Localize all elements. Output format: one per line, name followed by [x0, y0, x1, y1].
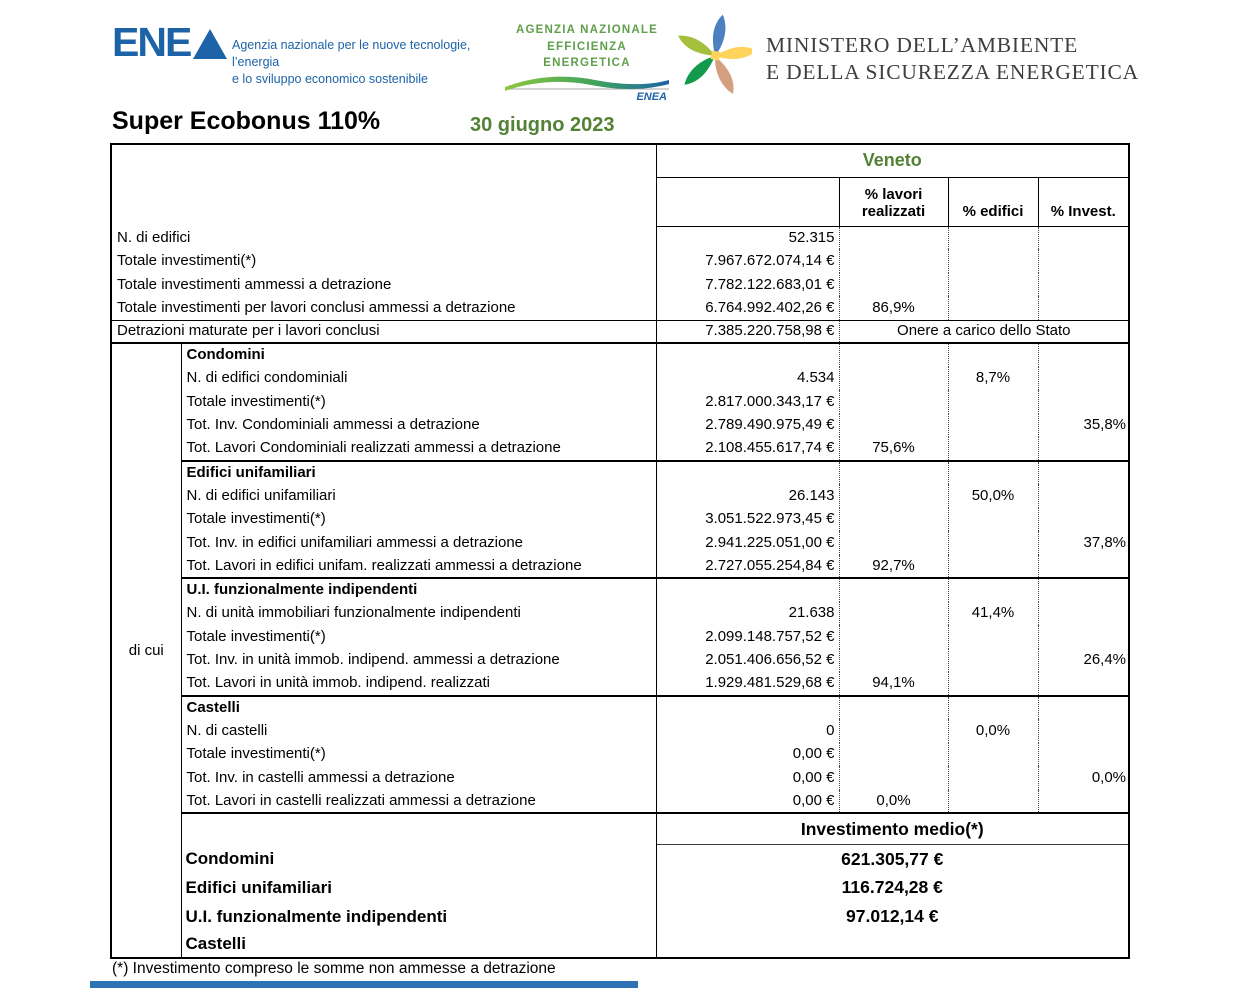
- pct-edifici: [948, 696, 1038, 720]
- row-label: Tot. Lavori Condominiali realizzati ammessi a detrazione: [181, 437, 656, 461]
- average-header-row: [111, 813, 1129, 844]
- pct-invest: [1038, 602, 1129, 626]
- group-title-row: [111, 461, 1129, 485]
- average-row-label: Condomini: [181, 844, 656, 873]
- region-header-row: [111, 144, 1129, 177]
- average-row-label: Edifici unifamiliari: [181, 873, 656, 902]
- table-row: [111, 531, 1129, 555]
- row-label: Tot. Inv. in castelli ammessi a detrazione: [181, 766, 656, 790]
- row-label: Tot. Lavori in edifici unifam. realizzati ammessi a detrazione: [181, 555, 656, 579]
- detrazioni-row: [111, 320, 1129, 343]
- row-label: Tot. Lavori in castelli realizzati ammessi a detrazione: [181, 790, 656, 814]
- average-row: [111, 931, 1129, 958]
- row-label: Tot. Inv. in unità immob. indipend. ammessi a detrazione: [181, 649, 656, 673]
- pct-edifici: [948, 766, 1038, 790]
- pct-invest: [1038, 508, 1129, 532]
- average-row-label: Castelli: [181, 931, 656, 958]
- table-row: [111, 625, 1129, 649]
- pct-lavori: 92,7%: [839, 555, 948, 579]
- pct-lavori: [839, 531, 948, 555]
- table-row: [111, 672, 1129, 696]
- enea-tagline: [232, 37, 502, 88]
- ministero-title-line1: MINISTERO DELL’AMBIENTE: [766, 33, 1079, 58]
- agenzia-wave-icon: [503, 72, 671, 102]
- pct-edifici: [948, 743, 1038, 767]
- pct-invest: [1038, 743, 1129, 767]
- pct-invest: 26,4%: [1083, 651, 1127, 669]
- ministero-logo: [678, 12, 1139, 96]
- row-value: [656, 578, 839, 602]
- average-row-value: 116.724,28 €: [841, 877, 943, 898]
- pct-edifici: [948, 249, 1038, 273]
- pct-lavori: [839, 226, 948, 249]
- row-label: Tot. Inv. Condominiali ammessi a detrazione: [181, 414, 656, 438]
- pct-invest: [1038, 790, 1129, 814]
- average-header: Investimento medio(*): [656, 813, 1129, 844]
- pct-lavori: [839, 719, 948, 743]
- pct-edifici: [948, 296, 1038, 320]
- pct-lavori: [839, 390, 948, 414]
- table-row: [111, 602, 1129, 626]
- pct-edifici: [948, 390, 1038, 414]
- table-row: [111, 296, 1129, 320]
- row-label: Totale investimenti(*): [111, 249, 656, 273]
- pct-lavori: [839, 273, 948, 296]
- row-value: 3.051.522.973,45 €: [656, 508, 839, 532]
- region-name: Veneto: [656, 144, 1129, 177]
- pct-invest: [1038, 437, 1129, 461]
- row-label: Totale investimenti(*): [181, 743, 656, 767]
- pct-invest: [1038, 719, 1129, 743]
- pct-edifici: [948, 343, 1038, 367]
- pct-lavori: [839, 461, 948, 485]
- average-row-value: [656, 931, 1129, 958]
- report-date: 30 giugno 2023: [470, 114, 615, 136]
- pct-edifici: [948, 649, 1038, 673]
- enea-logo: [112, 19, 227, 65]
- pct-invest: [1038, 555, 1129, 579]
- col-header-invest: % Invest.: [1038, 177, 1129, 226]
- group-title-row: [111, 696, 1129, 720]
- pct-lavori: [839, 743, 948, 767]
- row-label: Totale investimenti ammessi a detrazione: [111, 273, 656, 296]
- header-corner-cell: [111, 144, 656, 226]
- pct-invest: 37,8%: [1083, 533, 1127, 551]
- value-column-header: [656, 177, 839, 226]
- row-value: 2.941.225.051,00 €: [656, 531, 839, 555]
- table-row: [111, 249, 1129, 273]
- pct-invest: [1038, 367, 1129, 391]
- row-value: [656, 343, 839, 367]
- table-row: [111, 719, 1129, 743]
- table-row: [111, 766, 1129, 790]
- row-value: 0: [656, 719, 839, 743]
- pct-invest: [1038, 296, 1129, 320]
- table-row: [111, 790, 1129, 814]
- row-value: 2.051.406.656,52 €: [656, 649, 839, 673]
- pct-edifici: [948, 461, 1038, 485]
- row-value: 0,00 €: [656, 790, 839, 814]
- table-row: [111, 743, 1129, 767]
- detrazioni-note: Onere a carico dello Stato: [839, 320, 1129, 343]
- pct-lavori: [839, 578, 948, 602]
- pct-lavori: [839, 484, 948, 508]
- pct-invest: [1038, 484, 1129, 508]
- pct-edifici: [948, 672, 1038, 696]
- agenzia-logo-line2: EFFICIENZA ENERGETICA: [543, 40, 631, 70]
- pct-lavori: 0,0%: [839, 790, 948, 814]
- row-label: N. di edifici condominiali: [181, 367, 656, 391]
- enea-tagline-line2: e lo sviluppo economico sostenibile: [232, 71, 428, 86]
- pct-edifici: [948, 437, 1038, 461]
- pct-lavori: [839, 508, 948, 532]
- pct-edifici: [948, 531, 1038, 555]
- pct-lavori: 94,1%: [839, 672, 948, 696]
- row-value: 0,00 €: [656, 766, 839, 790]
- row-value: 26.143: [656, 484, 839, 508]
- row-label: Totale investimenti(*): [181, 625, 656, 649]
- pct-invest: [1038, 696, 1129, 720]
- pct-invest: [1038, 226, 1129, 249]
- row-value: 1.929.481.529,68 €: [656, 672, 839, 696]
- ministero-star-icon: [678, 12, 752, 96]
- row-label: N. di edifici: [111, 226, 656, 249]
- col-header-lavori: % lavori realizzati: [839, 177, 948, 226]
- row-value: 2.789.490.975,49 €: [656, 414, 839, 438]
- row-value: 2.099.148.757,52 €: [656, 625, 839, 649]
- average-row-label: U.I. funzionalmente indipendenti: [181, 902, 656, 931]
- group-title: Edifici unifamiliari: [181, 461, 656, 485]
- row-value: 4.534: [656, 367, 839, 391]
- ministero-title-line2: E DELLA SICUREZZA ENERGETICA: [766, 60, 1139, 84]
- average-row-value: 621.305,77 €: [841, 848, 944, 869]
- pct-edifici: 41,4%: [948, 602, 1038, 626]
- table-row: [111, 226, 1129, 249]
- table-row: [111, 508, 1129, 532]
- page-title: Super Ecobonus 110%: [112, 107, 381, 135]
- table-row: [111, 273, 1129, 296]
- pct-edifici: [948, 414, 1038, 438]
- pct-lavori: [839, 766, 948, 790]
- ministero-title: [766, 32, 1139, 86]
- pct-lavori: [839, 414, 948, 438]
- group-title-row: [111, 578, 1129, 602]
- row-value: 7.967.672.074,14 €: [656, 249, 839, 273]
- row-label: Tot. Inv. in edifici unifamiliari ammessi a detrazione: [181, 531, 656, 555]
- row-value: 2.727.055.254,84 €: [656, 555, 839, 579]
- pct-edifici: 8,7%: [948, 367, 1038, 391]
- group-title: Condomini: [181, 343, 656, 367]
- row-value: 7.385.220.758,98 €: [656, 320, 839, 343]
- enea-triangle-icon: [193, 29, 227, 59]
- di-cui-label: di cui: [111, 343, 181, 958]
- pct-invest: [1038, 461, 1129, 485]
- row-label: N. di castelli: [181, 719, 656, 743]
- group-title: U.I. funzionalmente indipendenti: [181, 578, 656, 602]
- row-value: 7.782.122.683,01 €: [656, 273, 839, 296]
- average-row-value: 97.012,14 €: [846, 906, 939, 927]
- data-table: [110, 143, 1130, 959]
- agenzia-enea-brand: ENEA: [636, 91, 667, 103]
- pct-invest: [1038, 578, 1129, 602]
- table-row: [111, 390, 1129, 414]
- row-value: 0,00 €: [656, 743, 839, 767]
- average-row: [111, 902, 1129, 931]
- pct-lavori: 75,6%: [839, 437, 948, 461]
- table-row: [111, 484, 1129, 508]
- average-row: [111, 873, 1129, 902]
- pct-invest: [1038, 390, 1129, 414]
- pct-invest: [1038, 249, 1129, 273]
- enea-wordmark: ENE: [112, 19, 191, 65]
- pct-edifici: [948, 508, 1038, 532]
- pct-invest: 35,8%: [1083, 416, 1127, 434]
- pct-invest: [1038, 672, 1129, 696]
- row-value: 21.638: [656, 602, 839, 626]
- pct-edifici: 50,0%: [948, 484, 1038, 508]
- average-row: [111, 844, 1129, 873]
- row-value: [656, 461, 839, 485]
- pct-edifici: [948, 790, 1038, 814]
- pct-lavori: [839, 249, 948, 273]
- group-title-row: [111, 343, 1129, 367]
- table-row: [111, 367, 1129, 391]
- row-value: 2.108.455.617,74 €: [656, 437, 839, 461]
- footnote: (*) Investimento compreso le somme non ammesse a detrazione: [112, 960, 556, 977]
- table-row: [111, 555, 1129, 579]
- pct-lavori: [839, 649, 948, 673]
- table-row: [111, 649, 1129, 673]
- pct-edifici: [948, 226, 1038, 249]
- pct-lavori: 86,9%: [839, 296, 948, 320]
- pct-edifici: [948, 578, 1038, 602]
- row-value: [656, 696, 839, 720]
- agenzia-logo-line1: AGENZIA NAZIONALE: [516, 24, 658, 36]
- col-header-edifici: % edifici: [948, 177, 1038, 226]
- average-label-spacer: [181, 813, 656, 844]
- pct-lavori: [839, 602, 948, 626]
- pct-invest: [1038, 273, 1129, 296]
- pct-edifici: [948, 625, 1038, 649]
- row-value: 52.315: [656, 226, 839, 249]
- pct-lavori: [839, 625, 948, 649]
- row-value: 6.764.992.402,26 €: [656, 296, 839, 320]
- row-value: 2.817.000.343,17 €: [656, 390, 839, 414]
- row-label: Tot. Lavori in unità immob. indipend. realizzati: [181, 672, 656, 696]
- table-row: [111, 414, 1129, 438]
- row-label: Totale investimenti per lavori conclusi ammessi a detrazione: [111, 296, 656, 320]
- table-row: [111, 437, 1129, 461]
- ecobonus-table: [110, 143, 1130, 959]
- pct-edifici: 0,0%: [948, 719, 1038, 743]
- pct-edifici: [948, 555, 1038, 579]
- pct-invest: 0,0%: [1091, 768, 1127, 786]
- row-label: N. di unità immobiliari funzionalmente indipendenti: [181, 602, 656, 626]
- pct-invest: [1038, 343, 1129, 367]
- agenzia-efficienza-logo: [503, 22, 671, 107]
- pct-lavori: [839, 696, 948, 720]
- pct-lavori: [839, 367, 948, 391]
- row-label: Detrazioni maturate per i lavori conclusi: [111, 320, 656, 343]
- enea-tagline-line1: Agenzia nazionale per le nuove tecnologie, l’energia: [232, 38, 471, 69]
- pct-lavori: [839, 343, 948, 367]
- row-label: Totale investimenti(*): [181, 508, 656, 532]
- pct-invest: [1038, 625, 1129, 649]
- group-title: Castelli: [181, 696, 656, 720]
- row-label: Totale investimenti(*): [181, 390, 656, 414]
- pct-edifici: [948, 273, 1038, 296]
- row-label: N. di edifici unifamiliari: [181, 484, 656, 508]
- bottom-blue-bar: [90, 981, 638, 988]
